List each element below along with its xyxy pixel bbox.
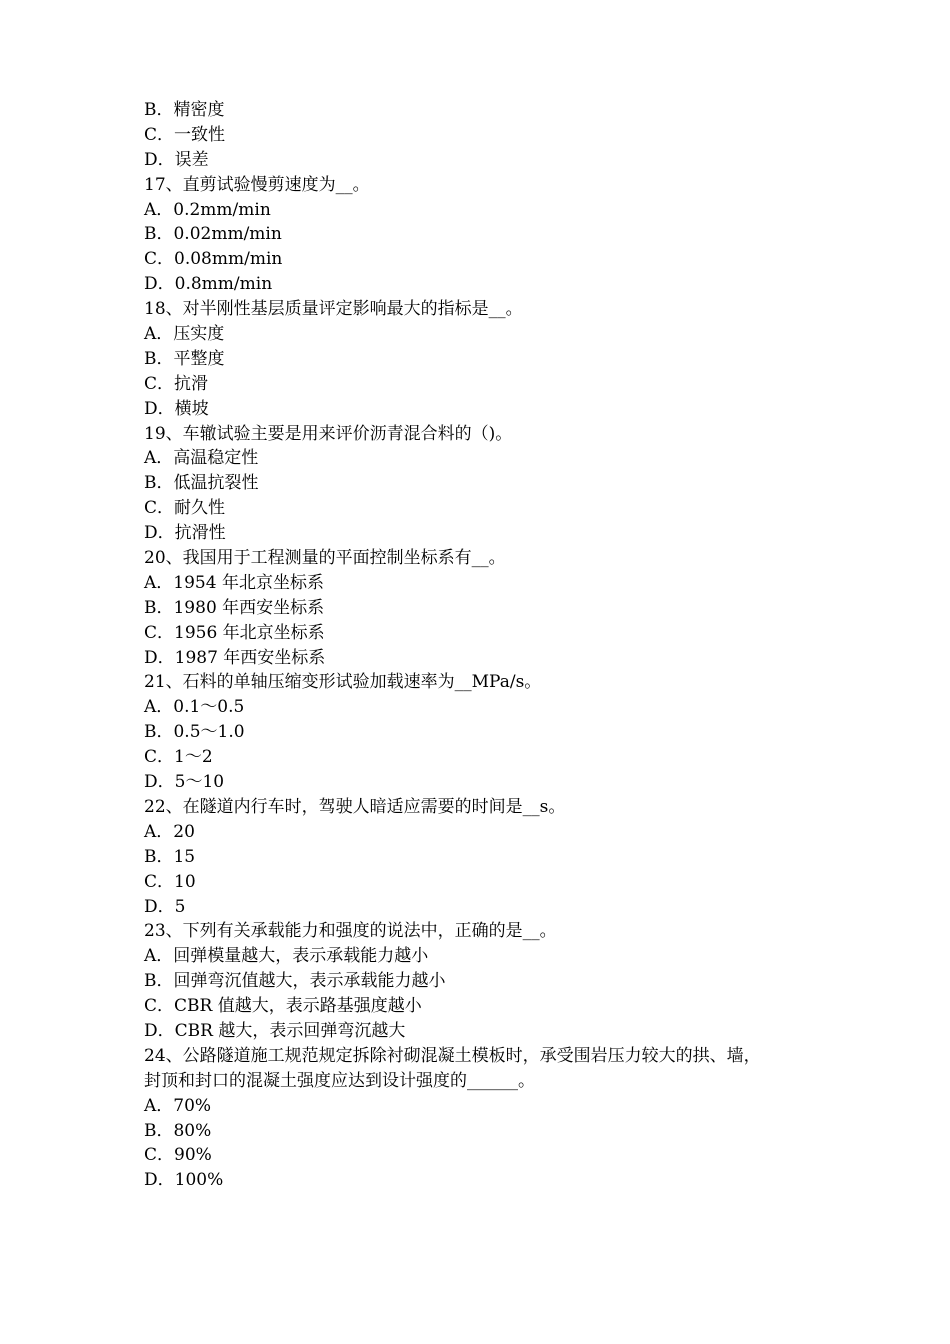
option-line: B．平整度 bbox=[144, 348, 225, 369]
option-line: D．5～10 bbox=[144, 772, 225, 793]
option-line: C．1956 年北京坐标系 bbox=[144, 622, 325, 643]
option-line: C．1～2 bbox=[144, 747, 213, 768]
option-line: C．一致性 bbox=[144, 124, 226, 145]
option-line: B．回弹弯沉值越大，表示承载能力越小 bbox=[144, 971, 446, 992]
question-line-continued: 封顶和封口的混凝土强度应达到设计强度的______。 bbox=[144, 1070, 535, 1091]
option-line: C．90% bbox=[144, 1145, 212, 1166]
option-line: B．0.5～1.0 bbox=[144, 722, 245, 743]
option-line: D．5 bbox=[144, 896, 186, 917]
option-line: C．耐久性 bbox=[144, 498, 226, 519]
option-line: C．10 bbox=[144, 871, 196, 892]
question-line: 17、直剪试验慢剪速度为__。 bbox=[144, 174, 370, 195]
question-line: 22、在隧道内行车时，驾驶人暗适应需要的时间是__s。 bbox=[144, 796, 566, 817]
option-line: D．100% bbox=[144, 1170, 224, 1191]
option-line: A．0.1～0.5 bbox=[144, 697, 245, 718]
option-line: D．CBR 越大，表示回弹弯沉越大 bbox=[144, 1020, 406, 1041]
option-line: B．0.02mm/min bbox=[144, 224, 282, 245]
option-line: D．1987 年西安坐标系 bbox=[144, 647, 326, 668]
option-line: B．精密度 bbox=[144, 100, 225, 120]
option-line: A．1954 年北京坐标系 bbox=[144, 572, 324, 593]
option-line: A．0.2mm/min bbox=[144, 199, 271, 220]
question-line: 20、我国用于工程测量的平面控制坐标系有__。 bbox=[144, 548, 506, 569]
option-line: B．低温抗裂性 bbox=[144, 473, 259, 494]
question-line: 24、公路隧道施工规范规定拆除衬砌混凝土模板时，承受围岩压力较大的拱、墙， bbox=[144, 1045, 761, 1066]
option-line: D．0.8mm/min bbox=[144, 274, 273, 295]
option-line: B．1980 年西安坐标系 bbox=[144, 597, 325, 618]
option-line: A．高温稳定性 bbox=[144, 448, 259, 469]
document-body bbox=[144, 98, 809, 1193]
option-line: A．20 bbox=[144, 821, 195, 842]
question-line: 23、下列有关承载能力和强度的说法中，正确的是__。 bbox=[144, 921, 557, 942]
option-line: B．80% bbox=[144, 1120, 212, 1141]
option-line: D．误差 bbox=[144, 149, 209, 170]
question-line: 18、对半刚性基层质量评定影响最大的指标是__。 bbox=[144, 299, 523, 320]
option-line: A．回弹模量越大，表示承载能力越小 bbox=[144, 946, 429, 967]
option-line: C．0.08mm/min bbox=[144, 249, 283, 270]
option-line: A．压实度 bbox=[144, 324, 225, 345]
option-line: B．15 bbox=[144, 846, 196, 867]
option-line: D．抗滑性 bbox=[144, 523, 226, 544]
option-line: C．抗滑 bbox=[144, 373, 209, 394]
question-line: 21、石料的单轴压缩变形试验加载速率为__MPa/s。 bbox=[144, 672, 542, 693]
option-line: C．CBR 值越大，表示路基强度越小 bbox=[144, 996, 422, 1017]
question-line: 19、车辙试验主要是用来评价沥青混合料的（)。 bbox=[144, 423, 513, 444]
option-line: A．70% bbox=[144, 1095, 212, 1116]
option-line: D．横坡 bbox=[144, 398, 209, 419]
